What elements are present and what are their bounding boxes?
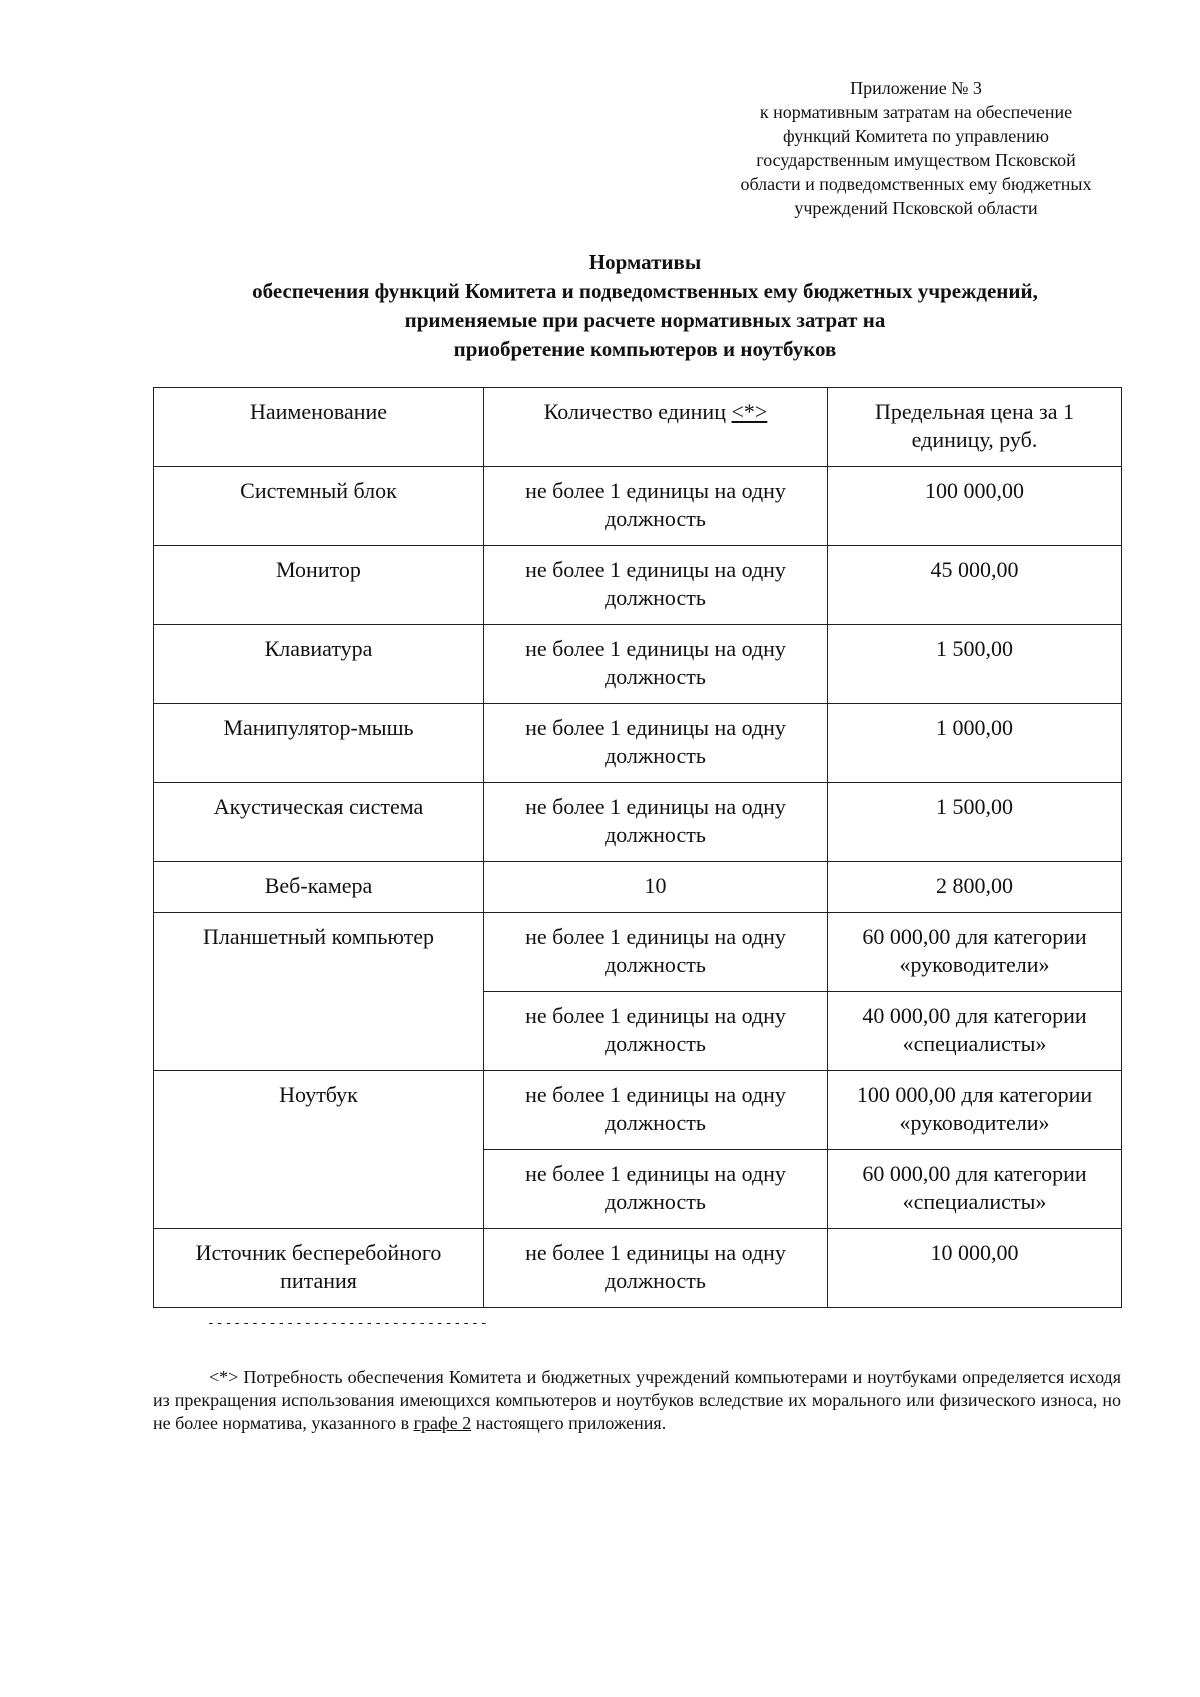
table-row: [154, 1229, 1122, 1308]
header-quantity: [484, 388, 828, 467]
table-row: [154, 704, 1122, 783]
cell-name: Акустическая система: [154, 783, 484, 862]
cell-name: Источник бесперебойного питания: [154, 1229, 484, 1308]
header-name: Наименование: [154, 388, 484, 467]
cell-price: 10 000,00: [828, 1229, 1122, 1308]
cell-quantity: не более 1 единицы на одну должность: [484, 913, 828, 992]
table-row: [154, 783, 1122, 862]
appendix-line: функций Комитета по управлению: [783, 126, 1049, 146]
cell-name: Монитор: [154, 546, 484, 625]
graph-2-link[interactable]: графе 2: [413, 1413, 472, 1433]
cell-price: 1 500,00: [828, 625, 1122, 704]
appendix-header: [700, 76, 1132, 220]
cell-quantity: не более 1 единицы на одну должность: [484, 704, 828, 783]
table-row: [154, 467, 1122, 546]
footnote-ref-link[interactable]: <*>: [731, 399, 768, 424]
title-line: приобретение компьютеров и ноутбуков: [453, 337, 837, 361]
cell-price: 60 000,00 для категории «руководители»: [828, 913, 1122, 992]
footnote-text-end: настоящего приложения.: [475, 1413, 667, 1433]
cell-name: Системный блок: [154, 467, 484, 546]
title-line: применяемые при расчете нормативных затрат на: [404, 308, 886, 332]
cell-name: Веб-камера: [154, 862, 484, 913]
appendix-line: учреждений Псковской области: [794, 198, 1038, 218]
table-header-row: [154, 388, 1122, 467]
cell-quantity: не более 1 единицы на одну должность: [484, 546, 828, 625]
appendix-line: Приложение № 3: [850, 78, 982, 98]
table-row: [154, 913, 1122, 992]
cell-name: Планшетный компьютер: [154, 913, 484, 1071]
cell-name: Манипулятор-мышь: [154, 704, 484, 783]
cell-name: Клавиатура: [154, 625, 484, 704]
cell-price: 60 000,00 для категории «специалисты»: [828, 1150, 1122, 1229]
header-quantity-label: Количество единиц: [543, 399, 726, 424]
footnote-separator: --------------------------------: [207, 1316, 489, 1331]
table-row: [154, 862, 1122, 913]
footnote-paragraph: [153, 1366, 1121, 1435]
cell-price: 1 500,00: [828, 783, 1122, 862]
cell-name: Ноутбук: [154, 1071, 484, 1229]
norms-table: [153, 387, 1122, 1308]
cell-quantity: не более 1 единицы на одну должность: [484, 467, 828, 546]
appendix-line: к нормативным затратам на обеспечение: [759, 102, 1073, 122]
table-row: [154, 625, 1122, 704]
table-row: [154, 1071, 1122, 1150]
cell-quantity: 10: [484, 862, 828, 913]
cell-price: 45 000,00: [828, 546, 1122, 625]
title-line: обеспечения функций Комитета и подведомственных ему бюджетных учреждений,: [252, 279, 1038, 303]
cell-quantity: не более 1 единицы на одну должность: [484, 625, 828, 704]
cell-price: 1 000,00: [828, 704, 1122, 783]
cell-quantity: не более 1 единицы на одну должность: [484, 1229, 828, 1308]
cell-quantity: не более 1 единицы на одну должность: [484, 1071, 828, 1150]
appendix-line: области и подведомственных ему бюджетных: [740, 174, 1092, 194]
cell-price: 2 800,00: [828, 862, 1122, 913]
cell-price: 40 000,00 для категории «специалисты»: [828, 992, 1122, 1071]
cell-quantity: не более 1 единицы на одну должность: [484, 783, 828, 862]
cell-quantity: не более 1 единицы на одну должность: [484, 992, 828, 1071]
document-title: [100, 248, 1190, 364]
cell-price: 100 000,00: [828, 467, 1122, 546]
cell-price: 100 000,00 для категории «руководители»: [828, 1071, 1122, 1150]
appendix-line: государственным имуществом Псковской: [756, 150, 1076, 170]
footnote: [153, 1366, 1121, 1435]
footnote-text: <*> Потребность обеспечения Комитета и бюджетных учреждений компьютерами и ноутбуками определяется исходя из прекращения использования имеющихся компьютеров и ноутбуков вследствие их морального или физического износа, но не более норматива, указанного в: [153, 1367, 1121, 1433]
header-price: Предельная цена за 1 единицу, руб.: [828, 388, 1122, 467]
cell-quantity: не более 1 единицы на одну должность: [484, 1150, 828, 1229]
table-row: [154, 546, 1122, 625]
title-line: Нормативы: [588, 250, 702, 274]
